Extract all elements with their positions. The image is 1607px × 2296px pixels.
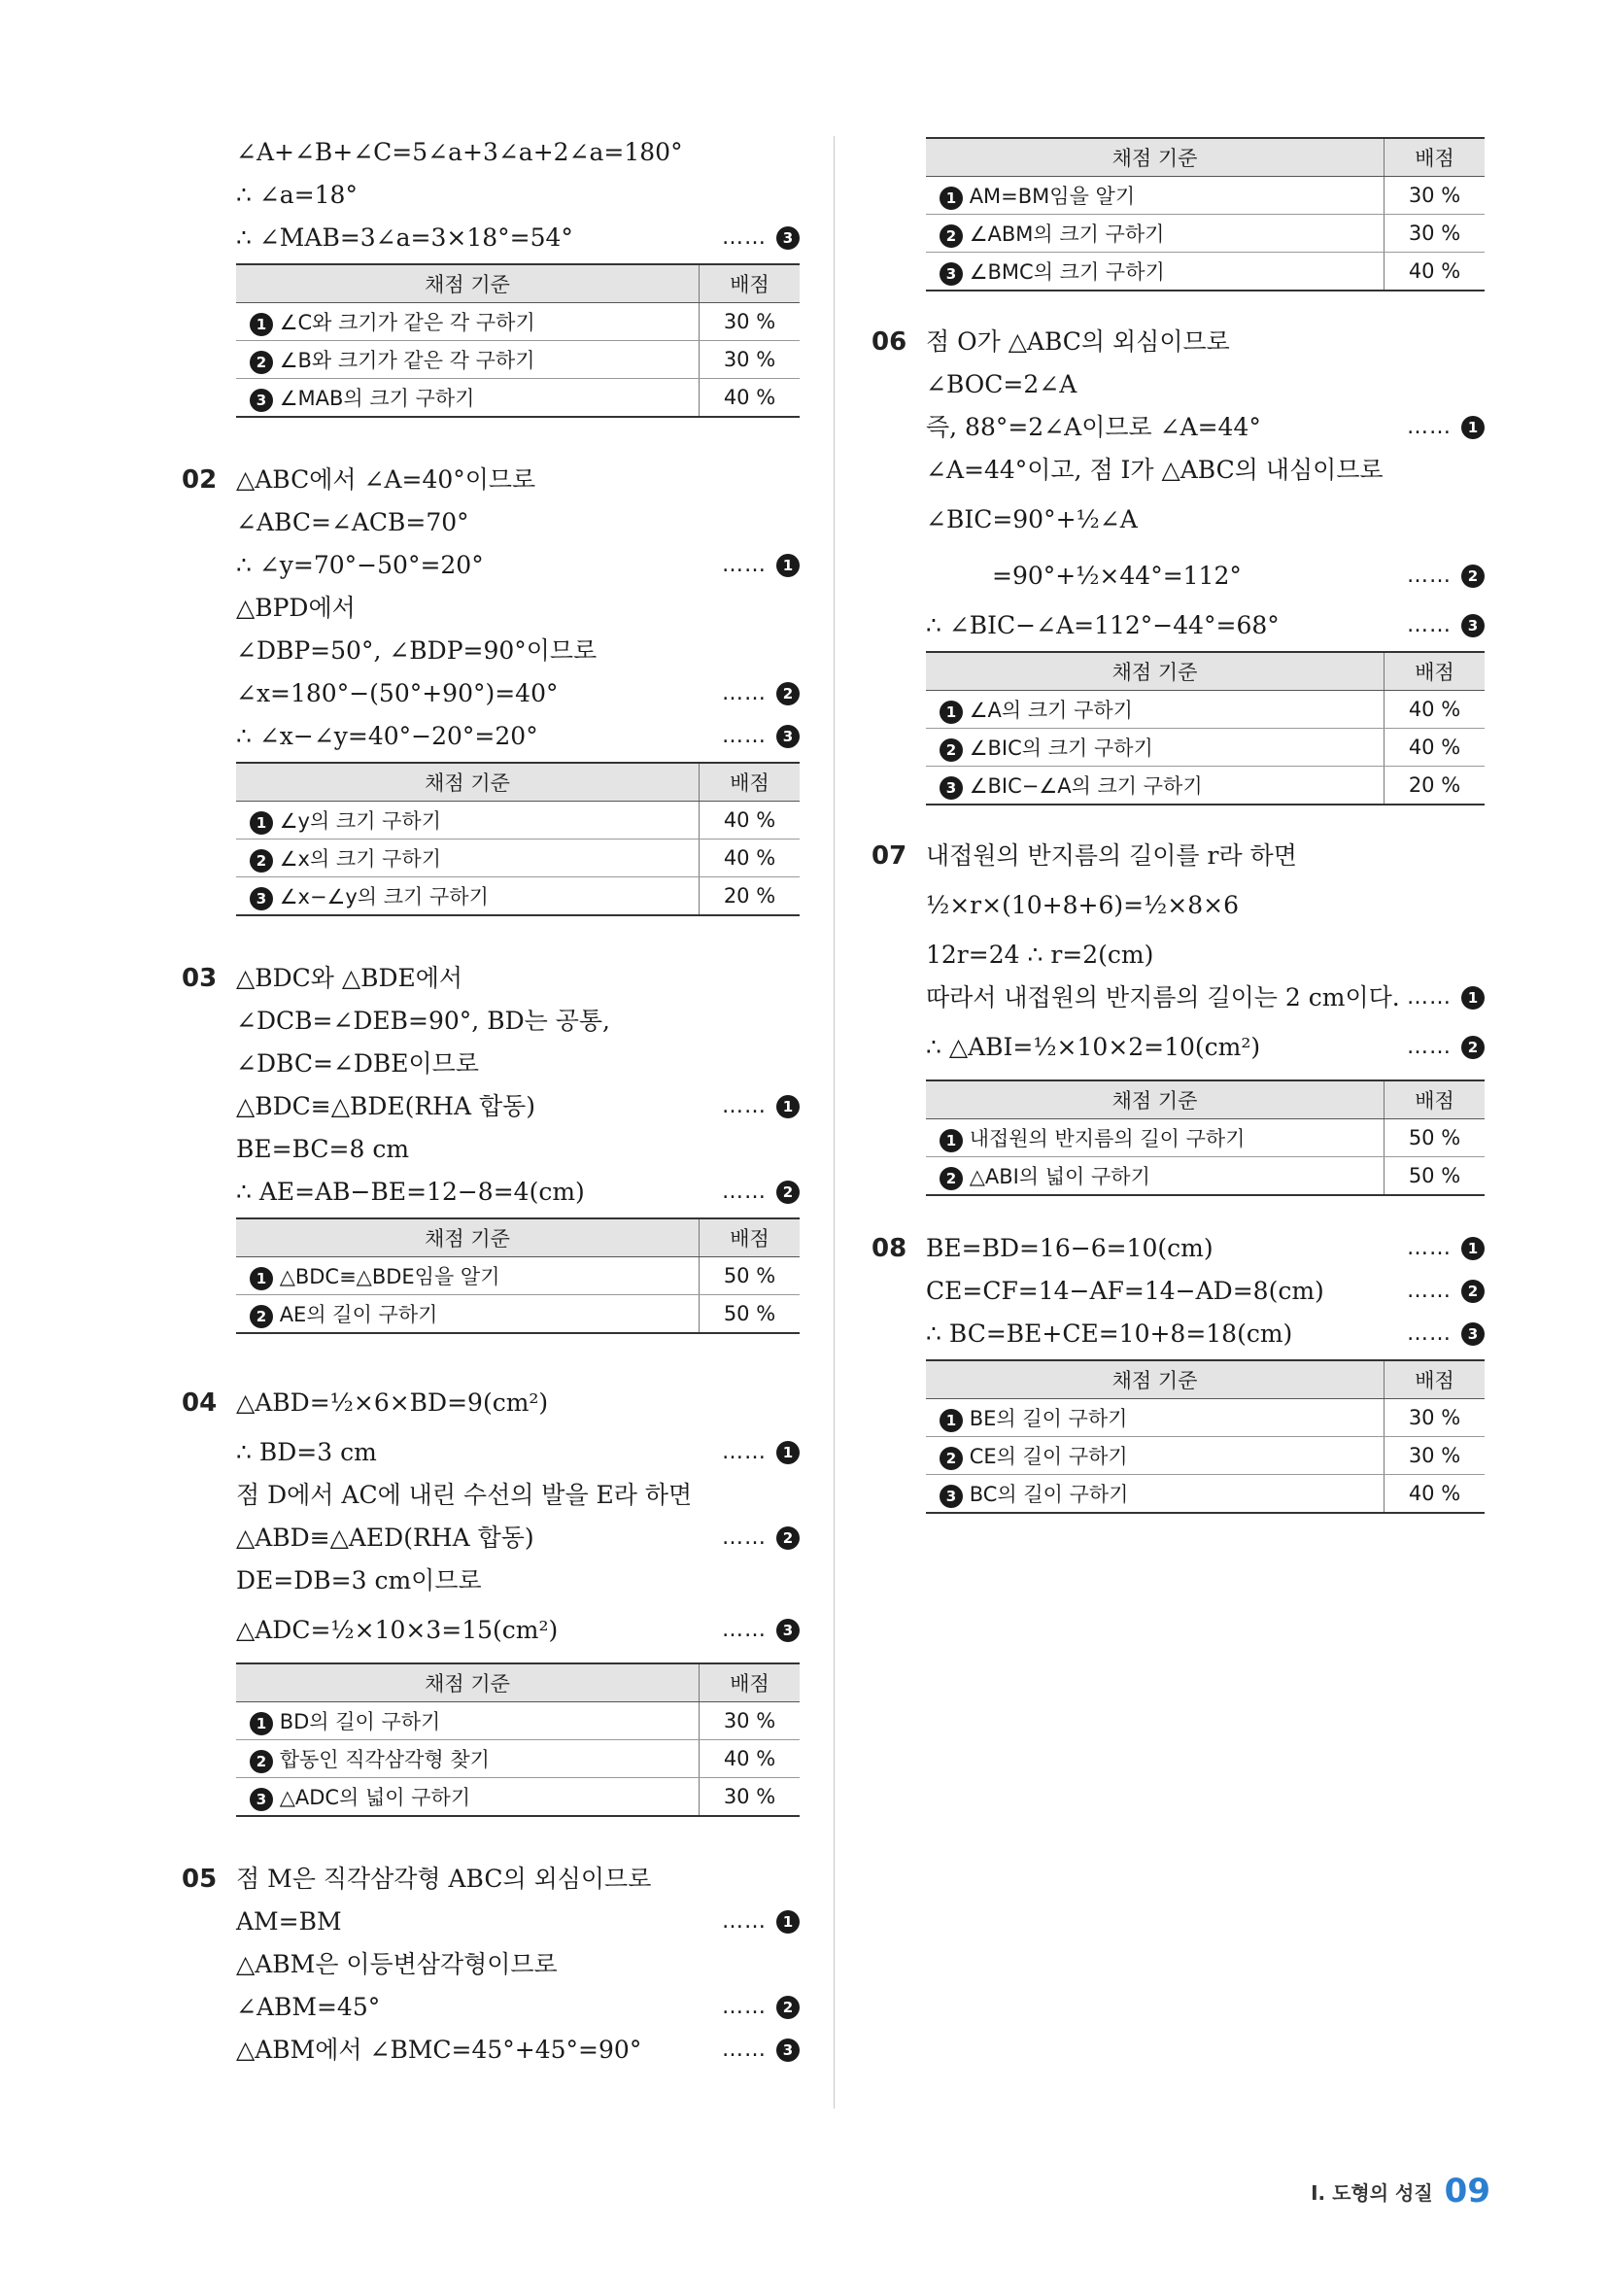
step-number-icon: 3 bbox=[250, 389, 273, 412]
criteria-text: ∠A의 크기 구하기 bbox=[969, 698, 1133, 722]
step-marker bbox=[1407, 977, 1485, 1019]
solution-line: 내접원의 반지름의 길이를 r라 하면 bbox=[926, 841, 1297, 870]
marker-dots: …… bbox=[722, 1094, 767, 1118]
scoring-table bbox=[926, 1079, 1485, 1196]
marker-dots: …… bbox=[722, 1440, 767, 1464]
score-cell: 30 % bbox=[700, 1702, 801, 1740]
step-number-icon: 3 bbox=[776, 725, 800, 748]
step-number-icon: 3 bbox=[940, 1485, 963, 1508]
table-row bbox=[926, 1119, 1485, 1157]
table-header-score: 배점 bbox=[1385, 138, 1486, 177]
score-cell: 40 % bbox=[1385, 253, 1486, 291]
step-number-icon: 1 bbox=[776, 1095, 800, 1118]
step-number-icon: 3 bbox=[940, 776, 963, 800]
solution-line: 점 D에서 AC에 내린 수선의 발을 E라 하면 bbox=[236, 1481, 693, 1509]
step-marker bbox=[722, 1171, 800, 1214]
step-number-icon: 2 bbox=[250, 351, 273, 374]
step-number-icon: 2 bbox=[1461, 565, 1485, 588]
scoring-table bbox=[926, 137, 1485, 291]
line-text: ∴ △ABI=½×10×2=10(cm²) bbox=[926, 1033, 1261, 1061]
line-text: ∴ ∠y=70°−50°=20° bbox=[236, 551, 484, 579]
step-marker bbox=[722, 1431, 800, 1474]
solution-line bbox=[926, 1313, 1485, 1355]
score-cell: 40 % bbox=[1385, 1475, 1486, 1514]
score-cell: 30 % bbox=[700, 1778, 801, 1817]
table-row bbox=[926, 767, 1485, 805]
table-row bbox=[236, 1778, 800, 1817]
table-row bbox=[236, 840, 800, 877]
step-marker bbox=[1407, 406, 1485, 449]
solution-line: ∠A+∠B+∠C=5∠a+3∠a+2∠a=180° bbox=[236, 138, 683, 166]
page-number: 09 bbox=[1444, 2172, 1490, 2210]
step-marker bbox=[722, 1901, 800, 1943]
criteria-text: ∠x의 크기 구하기 bbox=[279, 846, 442, 871]
solution-line bbox=[926, 1270, 1485, 1313]
step-marker bbox=[722, 715, 800, 758]
problem-number: 08 bbox=[872, 1234, 907, 1263]
line-text: =90°+½×44°=112° bbox=[992, 562, 1242, 590]
scoring-table bbox=[236, 1662, 800, 1817]
score-cell: 50 % bbox=[700, 1257, 801, 1295]
solution-line: △ABM은 이등변삼각형이므로 bbox=[236, 1950, 558, 1978]
solution-line bbox=[236, 1085, 800, 1128]
solution-line bbox=[236, 715, 800, 758]
table-row bbox=[236, 303, 800, 341]
step-number-icon: 1 bbox=[250, 1712, 273, 1735]
table-row bbox=[236, 877, 800, 916]
step-marker bbox=[1407, 604, 1485, 647]
table-row bbox=[926, 215, 1485, 253]
criteria-text: ∠BIC의 크기 구하기 bbox=[969, 736, 1153, 760]
scoring-table bbox=[926, 1359, 1485, 1514]
score-cell: 40 % bbox=[1385, 729, 1486, 767]
step-number-icon: 1 bbox=[940, 1409, 963, 1432]
solution-line: △ABC에서 ∠A=40°이므로 bbox=[236, 465, 536, 494]
step-number-icon: 1 bbox=[940, 187, 963, 210]
solution-line: 12r=24 ∴ r=2(cm) bbox=[926, 941, 1154, 969]
step-number-icon: 2 bbox=[250, 1305, 273, 1328]
table-header-criteria: 채점 기준 bbox=[926, 652, 1385, 691]
table-row bbox=[926, 253, 1485, 291]
line-text: CE=CF=14−AF=14−AD=8(cm) bbox=[926, 1277, 1324, 1305]
criteria-text: BE의 길이 구하기 bbox=[969, 1406, 1128, 1430]
marker-dots: …… bbox=[722, 1995, 767, 2019]
step-number-icon: 1 bbox=[776, 1910, 800, 1934]
criteria-text: △ABI의 넓이 구하기 bbox=[969, 1164, 1150, 1188]
criteria-text: BD의 길이 구하기 bbox=[279, 1709, 441, 1733]
step-number-icon: 3 bbox=[776, 1619, 800, 1642]
line-text: ∴ BD=3 cm bbox=[236, 1438, 377, 1466]
step-number-icon: 2 bbox=[250, 1750, 273, 1773]
step-number-icon: 2 bbox=[776, 1181, 800, 1204]
marker-dots: …… bbox=[1407, 613, 1452, 637]
problem-number: 07 bbox=[872, 841, 907, 871]
step-number-icon: 1 bbox=[1461, 986, 1485, 1010]
line-text: ∴ ∠BIC−∠A=112°−44°=68° bbox=[926, 611, 1280, 639]
line-text: ∠ABM=45° bbox=[236, 1993, 381, 2021]
table-header-criteria: 채점 기준 bbox=[926, 1360, 1385, 1399]
step-number-icon: 2 bbox=[1461, 1280, 1485, 1303]
step-marker bbox=[722, 544, 800, 587]
marker-dots: …… bbox=[722, 1180, 767, 1204]
criteria-text: AE의 길이 구하기 bbox=[279, 1302, 438, 1326]
solution-line bbox=[236, 1602, 800, 1659]
table-row bbox=[926, 1437, 1485, 1475]
step-number-icon: 3 bbox=[940, 262, 963, 286]
step-number-icon: 2 bbox=[776, 682, 800, 705]
step-number-icon: 1 bbox=[776, 554, 800, 577]
solution-line bbox=[236, 1517, 800, 1559]
problem-05 bbox=[182, 1858, 800, 2072]
marker-dots: …… bbox=[722, 1618, 767, 1642]
table-row bbox=[926, 691, 1485, 729]
table-row bbox=[926, 1399, 1485, 1437]
table-row bbox=[236, 802, 800, 840]
table-header-score: 배점 bbox=[700, 1663, 801, 1702]
criteria-text: △ADC의 넓이 구하기 bbox=[279, 1785, 471, 1809]
table-row bbox=[926, 177, 1485, 215]
problem-08 bbox=[872, 1227, 1485, 1514]
criteria-text: AM=BM임을 알기 bbox=[969, 184, 1136, 208]
step-number-icon: 3 bbox=[250, 1788, 273, 1811]
solution-line bbox=[236, 217, 800, 259]
step-number-icon: 2 bbox=[940, 1167, 963, 1190]
step-marker bbox=[722, 217, 800, 259]
criteria-text: ∠MAB의 크기 구하기 bbox=[279, 386, 475, 410]
line-text: ∠x=180°−(50°+90°)=40° bbox=[236, 679, 559, 707]
marker-dots: …… bbox=[1407, 564, 1452, 588]
table-row bbox=[236, 1702, 800, 1740]
step-number-icon: 3 bbox=[776, 226, 800, 250]
line-text: △ABM에서 ∠BMC=45°+45°=90° bbox=[236, 2036, 642, 2064]
score-cell: 40 % bbox=[700, 840, 801, 877]
marker-dots: …… bbox=[1407, 1236, 1452, 1260]
step-marker bbox=[1407, 1270, 1485, 1313]
score-cell: 50 % bbox=[700, 1295, 801, 1334]
line-text: AM=BM bbox=[236, 1907, 342, 1936]
solution-line: ∴ ∠a=18° bbox=[236, 181, 358, 209]
score-cell: 20 % bbox=[700, 877, 801, 916]
score-cell: 50 % bbox=[1385, 1119, 1486, 1157]
table-header-score: 배점 bbox=[1385, 1080, 1486, 1119]
score-cell: 30 % bbox=[700, 341, 801, 379]
table-row bbox=[926, 1157, 1485, 1196]
criteria-text: ∠C와 크기가 같은 각 구하기 bbox=[279, 310, 535, 334]
step-number-icon: 2 bbox=[776, 1996, 800, 2019]
step-marker bbox=[722, 1085, 800, 1128]
step-marker bbox=[1407, 1019, 1485, 1076]
problem-02 bbox=[182, 459, 800, 916]
step-number-icon: 2 bbox=[940, 738, 963, 762]
table-row bbox=[236, 1257, 800, 1295]
step-number-icon: 3 bbox=[776, 2039, 800, 2062]
table-row bbox=[236, 1740, 800, 1778]
solution-line: △ABD=½×6×BD=9(cm²) bbox=[236, 1388, 549, 1417]
problem-number: 05 bbox=[182, 1865, 218, 1894]
solution-line bbox=[926, 977, 1485, 1019]
solution-line: ∠BOC=2∠A bbox=[926, 370, 1077, 398]
score-cell: 20 % bbox=[1385, 767, 1486, 805]
line-text: BE=BD=16−6=10(cm) bbox=[926, 1234, 1214, 1262]
criteria-text: ∠BIC−∠A의 크기 구하기 bbox=[969, 773, 1203, 798]
solution-line bbox=[236, 1171, 800, 1214]
table-header-criteria: 채점 기준 bbox=[926, 138, 1385, 177]
marker-dots: …… bbox=[1407, 415, 1452, 439]
solution-line: △BDC와 △BDE에서 bbox=[236, 964, 463, 992]
problem-number: 06 bbox=[872, 327, 907, 357]
solution-line bbox=[926, 548, 1485, 604]
criteria-text: 합동인 직각삼각형 찾기 bbox=[279, 1747, 490, 1771]
line-text: ∴ AE=AB−BE=12−8=4(cm) bbox=[236, 1178, 585, 1206]
criteria-text: ∠ABM의 크기 구하기 bbox=[969, 222, 1165, 246]
problem-06 bbox=[872, 321, 1485, 805]
table-header-criteria: 채점 기준 bbox=[236, 264, 700, 303]
problem-number: 02 bbox=[182, 465, 218, 495]
solution-line: ∠DBP=50°, ∠BDP=90°이므로 bbox=[236, 636, 598, 665]
marker-dots: …… bbox=[722, 553, 767, 577]
line-text: 즉, 88°=2∠A이므로 ∠A=44° bbox=[926, 413, 1261, 441]
column-divider bbox=[834, 136, 835, 2108]
scoring-table bbox=[236, 263, 800, 418]
solution-line bbox=[236, 1901, 800, 1943]
step-marker bbox=[1407, 548, 1485, 604]
step-marker bbox=[1407, 1227, 1485, 1270]
marker-dots: …… bbox=[722, 724, 767, 748]
problem-05-scoring bbox=[926, 137, 1485, 291]
step-number-icon: 2 bbox=[1461, 1036, 1485, 1059]
marker-dots: …… bbox=[722, 225, 767, 250]
solution-line bbox=[236, 1431, 800, 1474]
solution-line bbox=[236, 1986, 800, 2029]
marker-dots: …… bbox=[722, 1525, 767, 1550]
step-number-icon: 2 bbox=[776, 1526, 800, 1550]
solution-line: ∠DCB=∠DEB=90°, BD는 공통, bbox=[236, 1007, 610, 1035]
score-cell: 30 % bbox=[1385, 215, 1486, 253]
problem-number: 04 bbox=[182, 1388, 218, 1418]
problem-04 bbox=[182, 1375, 800, 1817]
left-column bbox=[182, 131, 800, 2072]
step-number-icon: 1 bbox=[940, 1129, 963, 1152]
criteria-text: ∠BMC의 크기 구하기 bbox=[969, 259, 1165, 284]
step-marker bbox=[722, 2029, 800, 2072]
score-cell: 30 % bbox=[1385, 1399, 1486, 1437]
solution-line bbox=[236, 672, 800, 715]
step-marker bbox=[722, 1517, 800, 1559]
step-number-icon: 1 bbox=[250, 1267, 273, 1290]
marker-dots: …… bbox=[722, 2038, 767, 2062]
criteria-text: △BDC≡△BDE임을 알기 bbox=[279, 1264, 500, 1288]
table-header-score: 배점 bbox=[700, 264, 801, 303]
solution-line bbox=[926, 604, 1485, 647]
solution-line bbox=[236, 2029, 800, 2072]
score-cell: 30 % bbox=[1385, 1437, 1486, 1475]
step-marker bbox=[722, 1986, 800, 2029]
marker-dots: …… bbox=[1407, 985, 1452, 1010]
step-number-icon: 3 bbox=[1461, 614, 1485, 637]
score-cell: 40 % bbox=[700, 802, 801, 840]
score-cell: 30 % bbox=[1385, 177, 1486, 215]
marker-dots: …… bbox=[1407, 1279, 1452, 1303]
step-marker bbox=[722, 1602, 800, 1659]
step-number-icon: 3 bbox=[1461, 1322, 1485, 1346]
step-marker bbox=[722, 672, 800, 715]
step-number-icon: 1 bbox=[250, 313, 273, 336]
solution-line: ∠ABC=∠ACB=70° bbox=[236, 508, 469, 536]
score-cell: 50 % bbox=[1385, 1157, 1486, 1196]
line-text: 따라서 내접원의 반지름의 길이는 2 cm이다. bbox=[926, 983, 1400, 1011]
scoring-table bbox=[236, 762, 800, 916]
table-row bbox=[926, 729, 1485, 767]
table-row bbox=[926, 1475, 1485, 1514]
line-text: △BDC≡△BDE(RHA 합동) bbox=[236, 1092, 536, 1120]
marker-dots: …… bbox=[722, 1909, 767, 1934]
solution-line bbox=[926, 1019, 1485, 1076]
step-number-icon: 1 bbox=[776, 1441, 800, 1464]
step-marker bbox=[1407, 1313, 1485, 1355]
solution-line: ∠BIC=90°+½∠A bbox=[926, 505, 1138, 533]
table-header-criteria: 채점 기준 bbox=[926, 1080, 1385, 1119]
scoring-table bbox=[236, 1217, 800, 1334]
table-header-score: 배점 bbox=[1385, 652, 1486, 691]
step-number-icon: 3 bbox=[250, 887, 273, 910]
problem-07 bbox=[872, 835, 1485, 1196]
table-row bbox=[236, 341, 800, 379]
table-row bbox=[236, 379, 800, 418]
solution-line: ∠DBC=∠DBE이므로 bbox=[236, 1049, 479, 1078]
table-header-criteria: 채점 기준 bbox=[236, 1663, 700, 1702]
step-number-icon: 1 bbox=[250, 811, 273, 835]
score-cell: 40 % bbox=[1385, 691, 1486, 729]
line-text: ∴ ∠MAB=3∠a=3×18°=54° bbox=[236, 223, 573, 252]
table-row bbox=[236, 1295, 800, 1334]
solution-line: 점 O가 △ABC의 외심이므로 bbox=[926, 327, 1230, 356]
solution-line bbox=[926, 1227, 1485, 1270]
line-text: △ABD≡△AED(RHA 합동) bbox=[236, 1524, 534, 1552]
score-cell: 30 % bbox=[700, 303, 801, 341]
solution-line: BE=BC=8 cm bbox=[236, 1135, 410, 1163]
marker-dots: …… bbox=[722, 681, 767, 705]
line-text: ∴ ∠x−∠y=40°−20°=20° bbox=[236, 722, 538, 750]
step-number-icon: 1 bbox=[940, 701, 963, 724]
table-header-score: 배점 bbox=[1385, 1360, 1486, 1399]
criteria-text: BC의 길이 구하기 bbox=[969, 1482, 1129, 1506]
solution-line: △BPD에서 bbox=[236, 594, 356, 622]
criteria-text: CE의 길이 구하기 bbox=[969, 1444, 1128, 1468]
line-text: ∴ BC=BE+CE=10+8=18(cm) bbox=[926, 1319, 1293, 1348]
chapter-title: I. 도형의 성질 bbox=[1311, 2180, 1433, 2205]
step-number-icon: 1 bbox=[1461, 416, 1485, 439]
marker-dots: …… bbox=[1407, 1321, 1452, 1346]
solution-line: 점 M은 직각삼각형 ABC의 외심이므로 bbox=[236, 1865, 652, 1893]
criteria-text: ∠B와 크기가 같은 각 구하기 bbox=[279, 348, 535, 372]
line-text: △ADC=½×10×3=15(cm²) bbox=[236, 1616, 559, 1644]
table-header-score: 배점 bbox=[700, 1218, 801, 1257]
table-header-criteria: 채점 기준 bbox=[236, 763, 700, 802]
step-number-icon: 2 bbox=[940, 224, 963, 248]
table-header-criteria: 채점 기준 bbox=[236, 1218, 700, 1257]
solution-line bbox=[926, 406, 1485, 449]
table-header-score: 배점 bbox=[700, 763, 801, 802]
solution-line: ½×r×(10+8+6)=½×8×6 bbox=[926, 891, 1239, 919]
marker-dots: …… bbox=[1407, 1035, 1452, 1059]
right-column bbox=[872, 131, 1485, 1514]
step-number-icon: 2 bbox=[250, 849, 273, 873]
criteria-text: ∠x−∠y의 크기 구하기 bbox=[279, 884, 489, 908]
problem-01 bbox=[236, 131, 800, 418]
criteria-text: 내접원의 반지름의 길이 구하기 bbox=[969, 1126, 1246, 1150]
score-cell: 40 % bbox=[700, 379, 801, 418]
step-number-icon: 1 bbox=[1461, 1237, 1485, 1260]
problem-number: 03 bbox=[182, 964, 218, 993]
problem-03 bbox=[182, 957, 800, 1334]
page-footer bbox=[1311, 2172, 1490, 2210]
score-cell: 40 % bbox=[700, 1740, 801, 1778]
scoring-table bbox=[926, 651, 1485, 805]
solution-line bbox=[236, 544, 800, 587]
criteria-text: ∠y의 크기 구하기 bbox=[279, 808, 442, 833]
solution-line: DE=DB=3 cm이므로 bbox=[236, 1566, 482, 1594]
solution-line: ∠A=44°이고, 점 I가 △ABC의 내심이므로 bbox=[926, 456, 1384, 484]
step-number-icon: 2 bbox=[940, 1447, 963, 1470]
